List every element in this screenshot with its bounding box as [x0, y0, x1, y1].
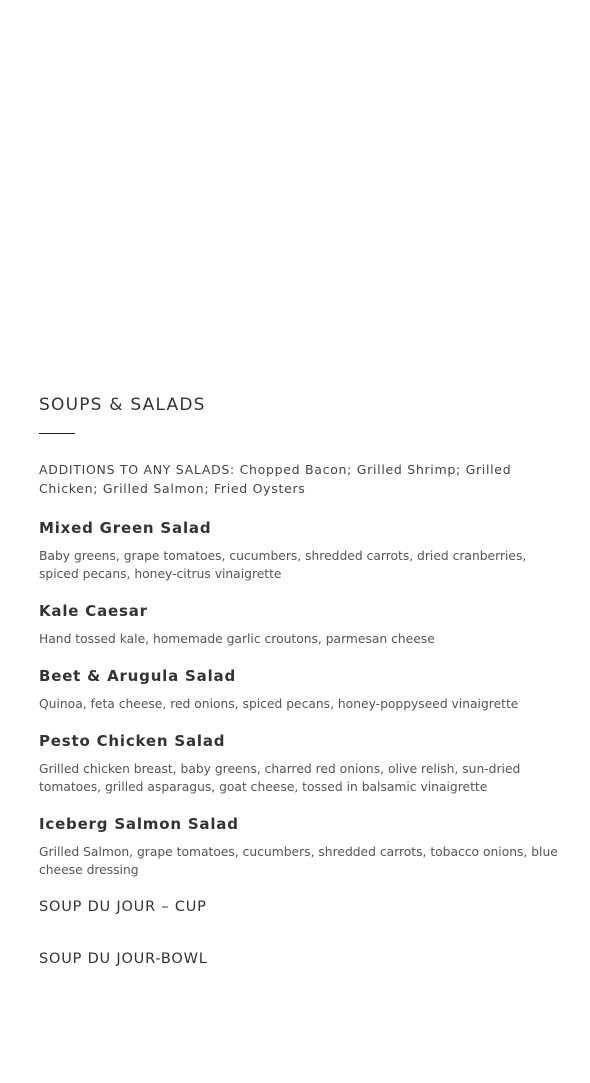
menu-item-soup-bowl: SOUP DU JOUR-BOWL [39, 951, 208, 967]
menu-item-soup-cup: SOUP DU JOUR – CUP [39, 899, 207, 915]
menu-item-name: Kale Caesar [39, 602, 148, 620]
menu-item-name: Mixed Green Salad [39, 519, 212, 537]
soups-salads-section [39, 392, 559, 969]
section-title: SOUPS & SALADS [39, 395, 206, 415]
menu-item-iceberg-salmon-salad [39, 814, 559, 879]
title-divider [39, 433, 75, 434]
menu-item-mixed-green-salad [39, 518, 559, 583]
menu-item-name: Pesto Chicken Salad [39, 732, 226, 750]
menu-item-description: Baby greens, grape tomatoes, cucumbers, shredded carrots, dried cranberries, spiced pecans, honey-citrus vinaigrette [39, 549, 527, 581]
menu-item-description: Hand tossed kale, homemade garlic croutons, parmesan cheese [39, 632, 435, 646]
salad-additions-note: ADDITIONS TO ANY SALADS: Chopped Bacon; Grilled Shrimp; Grilled Chicken; Grilled Salmon; Fried Oysters [39, 462, 512, 496]
blank-header-area [0, 0, 590, 392]
menu-item-beet-arugula-salad [39, 666, 559, 713]
menu-item-name: Beet & Arugula Salad [39, 667, 236, 685]
menu-item-pesto-chicken-salad [39, 731, 559, 796]
menu-item-description: Grilled chicken breast, baby greens, charred red onions, olive relish, sun-dried tomatoes, grilled asparagus, goat cheese, tossed in balsamic vinaigrette [39, 762, 521, 794]
menu-item-description: Grilled Salmon, grape tomatoes, cucumbers, shredded carrots, tobacco onions, blue cheese dressing [39, 845, 558, 877]
menu-item-kale-caesar [39, 601, 559, 648]
menu-item-description: Quinoa, feta cheese, red onions, spiced pecans, honey-poppyseed vinaigrette [39, 697, 519, 711]
menu-item-name: Iceberg Salmon Salad [39, 815, 239, 833]
